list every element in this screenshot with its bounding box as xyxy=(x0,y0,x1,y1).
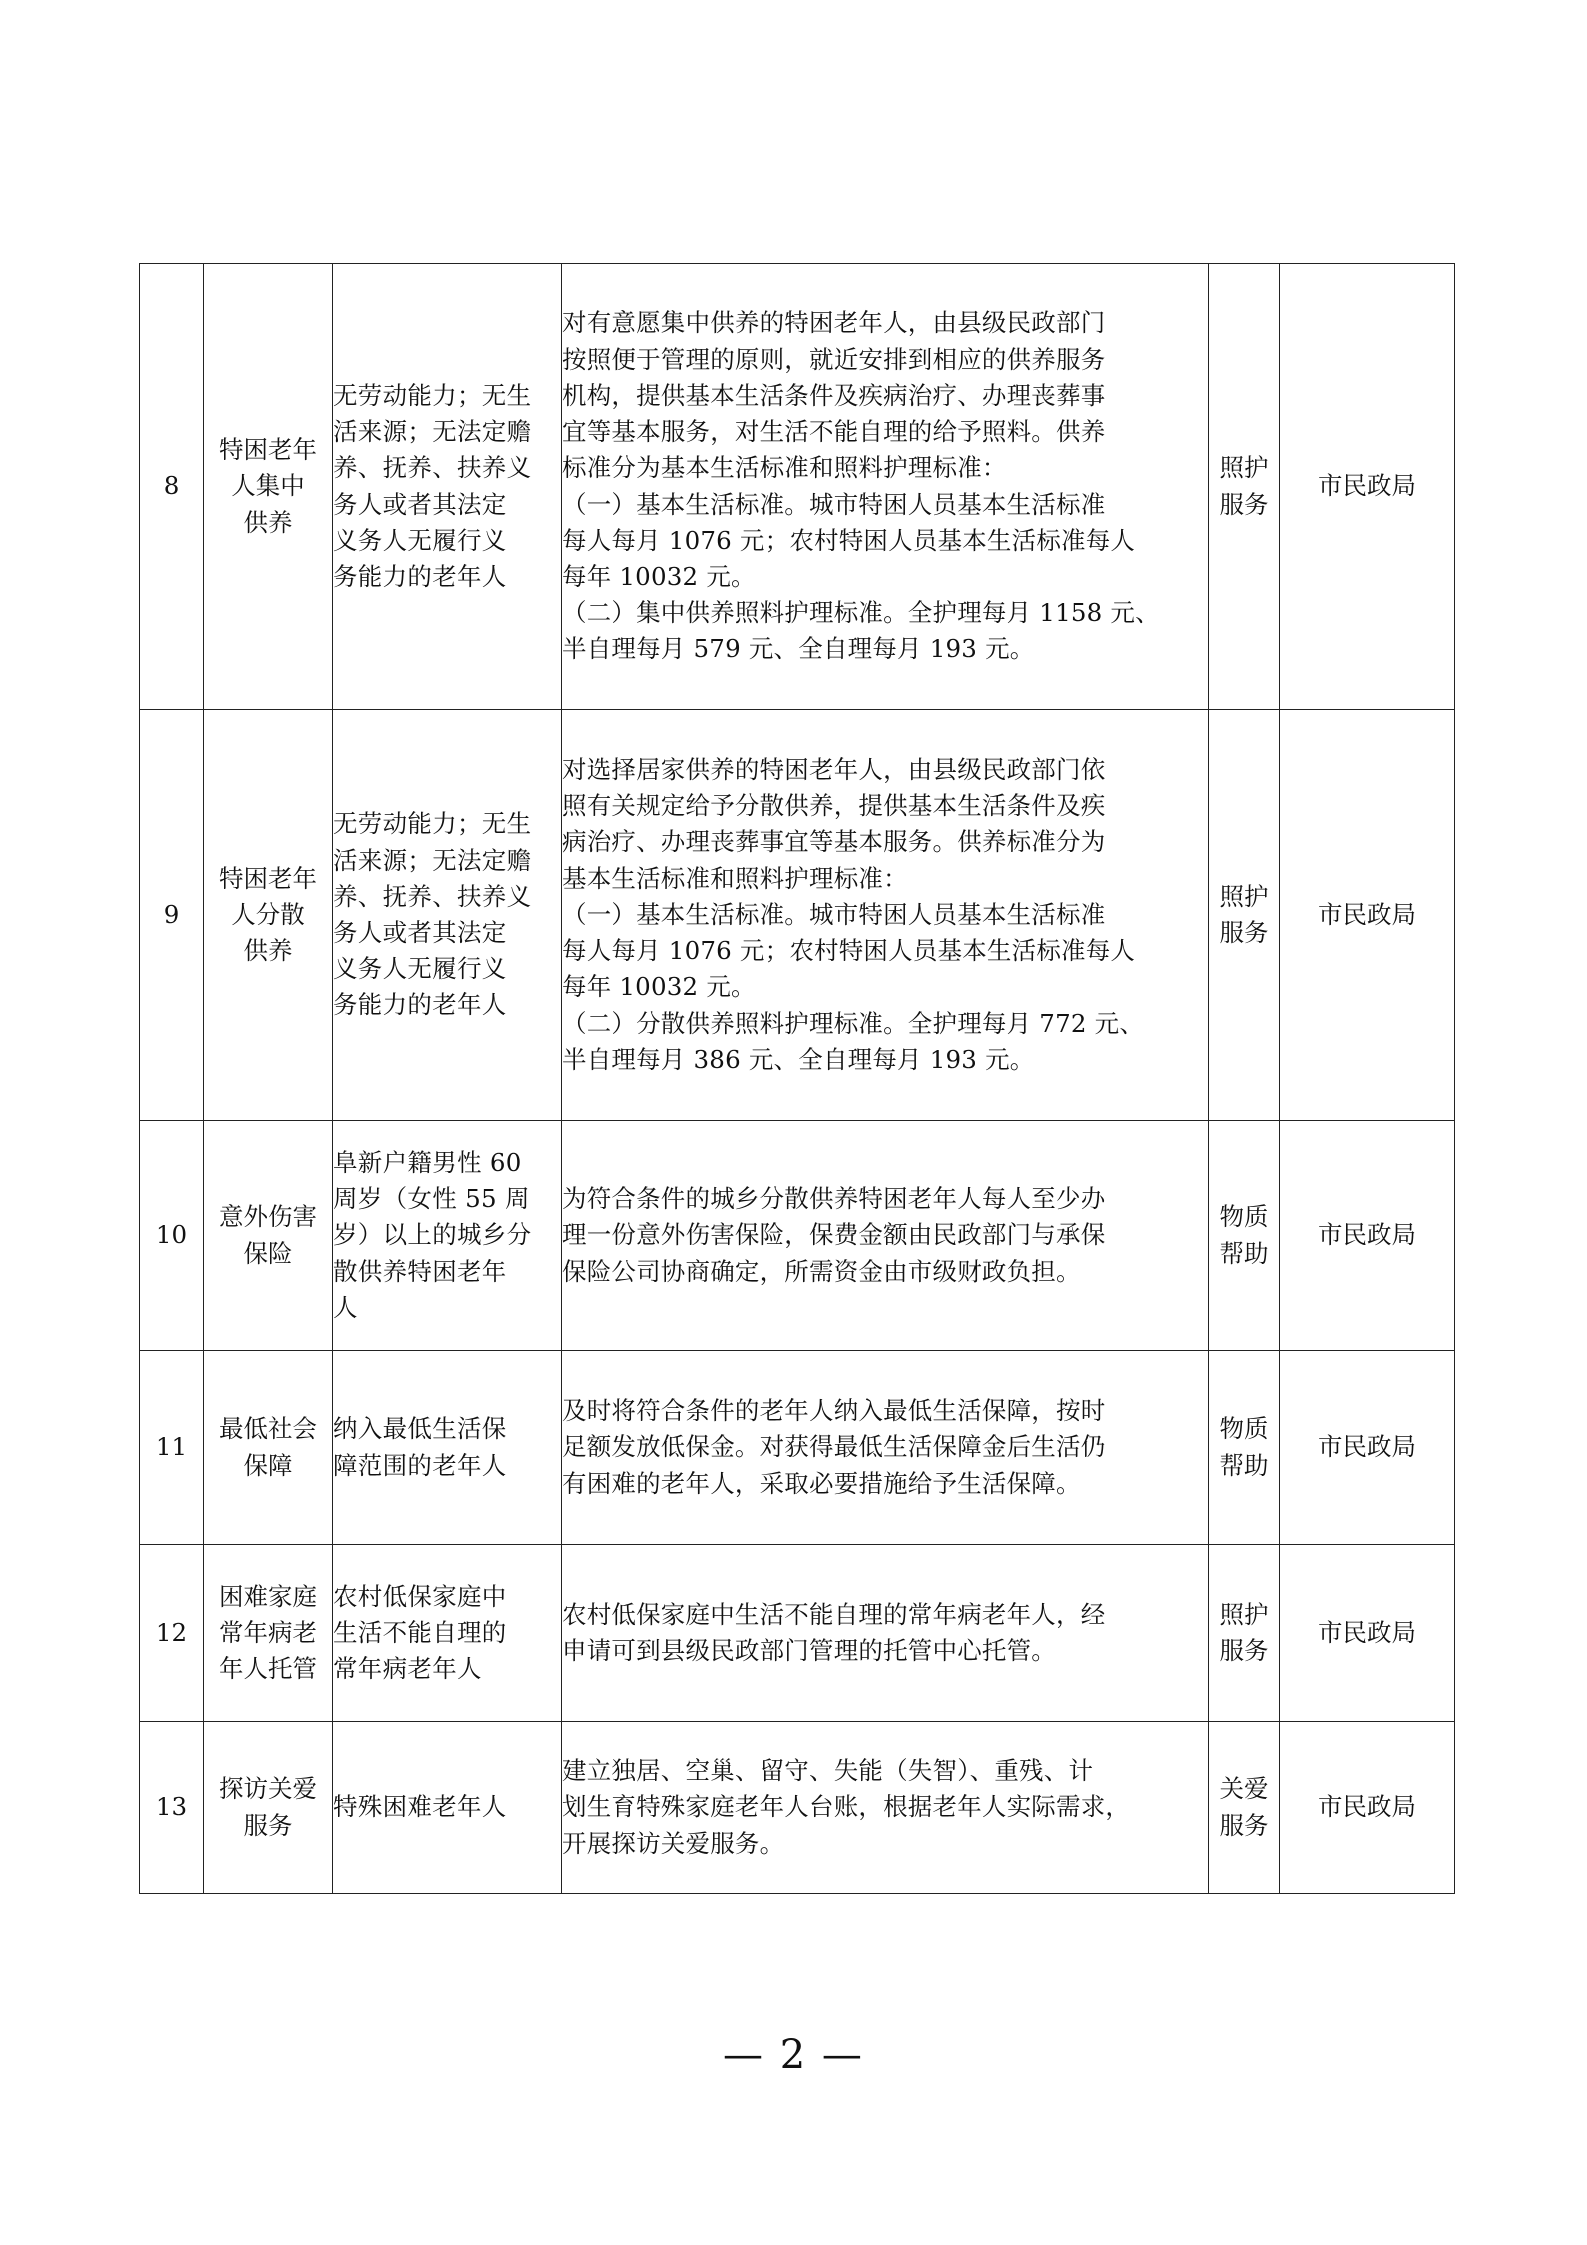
item-name-cell xyxy=(204,710,333,1121)
content-line: 保险公司协商确定，所需资金由市级财政负担。 xyxy=(562,1256,1081,1286)
content-line: （二）分散供养照料护理标准。全护理每月 772 元、 xyxy=(562,1008,1145,1038)
page-number: — 2 — xyxy=(723,2032,864,2078)
content-line: 每人每月 1076 元；农村特困人员基本生活标准每人 xyxy=(562,936,1136,966)
target-line: 生活不能自理的 xyxy=(333,1617,507,1647)
target-line: 阜新户籍男性 60 xyxy=(333,1147,522,1177)
department-cell: 市民政局 xyxy=(1280,1121,1455,1351)
target-line: 务人或者其法定 xyxy=(333,918,507,947)
target-line: 养、抚养、扶养义 xyxy=(333,453,532,483)
item-name-line: 保险 xyxy=(243,1238,293,1268)
item-name-line: 特困老年 xyxy=(219,863,317,893)
table-row xyxy=(140,264,1455,710)
target-group-cell xyxy=(333,1351,562,1545)
service-type-line: 关爱 xyxy=(1219,1774,1269,1804)
content-line: 每年 10032 元。 xyxy=(562,561,756,591)
target-line: 务能力的老年人 xyxy=(333,561,507,591)
row-number: 13 xyxy=(140,1722,204,1894)
row-number: 11 xyxy=(140,1351,204,1545)
content-line: 机构，提供基本生活条件及疾病治疗、办理丧葬事 xyxy=(562,380,1106,410)
target-line: 岁）以上的城乡分 xyxy=(333,1220,532,1250)
target-line: 活来源；无法定赡 xyxy=(333,417,532,447)
department-cell: 市民政局 xyxy=(1280,1351,1455,1545)
item-name-line: 供养 xyxy=(243,507,293,537)
target-group-cell xyxy=(333,1121,562,1351)
item-name-line: 特困老年 xyxy=(219,435,317,465)
department-cell: 市民政局 xyxy=(1280,264,1455,710)
service-type-line: 服务 xyxy=(1219,1810,1269,1840)
item-name-cell xyxy=(204,1351,333,1545)
target-line: 活来源；无法定赡 xyxy=(333,845,532,875)
service-type-cell xyxy=(1209,264,1280,710)
service-type-line: 物质 xyxy=(1219,1414,1269,1444)
content-line: 标准分为基本生活标准和照料护理标准： xyxy=(562,453,1007,483)
content-cell xyxy=(562,1722,1209,1894)
content-line: 有困难的老年人，采取必要措施给予生活保障。 xyxy=(562,1468,1081,1498)
item-name-line: 困难家庭 xyxy=(219,1581,317,1611)
table-row xyxy=(140,1351,1455,1545)
item-name-cell xyxy=(204,264,333,710)
content-line: 及时将符合条件的老年人纳入最低生活保障，按时 xyxy=(562,1396,1106,1426)
content-line: 农村低保家庭中生活不能自理的常年病老年人，经 xyxy=(562,1599,1106,1629)
service-type-line: 照护 xyxy=(1219,1599,1269,1629)
target-line: 义务人无履行义 xyxy=(333,954,507,984)
item-name-line: 人集中 xyxy=(231,471,305,501)
content-line: 理一份意外伤害保险，保费金额由民政部门与承保 xyxy=(562,1220,1106,1250)
department-cell: 市民政局 xyxy=(1280,710,1455,1121)
service-type-cell xyxy=(1209,1121,1280,1351)
item-name-line: 年人托管 xyxy=(219,1654,317,1684)
target-line: 周岁（女性 55 周 xyxy=(333,1184,530,1214)
content-line: （二）集中供养照料护理标准。全护理每月 1158 元、 xyxy=(562,598,1160,628)
target-line: 务人或者其法定 xyxy=(333,489,507,519)
service-type-line: 服务 xyxy=(1219,489,1269,519)
item-name-cell xyxy=(204,1545,333,1722)
service-type-cell xyxy=(1209,1722,1280,1894)
item-name-line: 保障 xyxy=(243,1450,293,1480)
item-name-line: 供养 xyxy=(243,936,293,966)
table-row xyxy=(140,710,1455,1121)
policy-table xyxy=(139,263,1455,1894)
content-cell xyxy=(562,1121,1209,1351)
target-line: 义务人无履行义 xyxy=(333,525,507,555)
content-line: 按照便于管理的原则，就近安排到相应的供养服务 xyxy=(562,344,1106,374)
content-line: 宜等基本服务，对生活不能自理的给予照料。供养 xyxy=(562,417,1106,447)
item-name-cell xyxy=(204,1722,333,1894)
content-cell xyxy=(562,264,1209,710)
target-line: 养、抚养、扶养义 xyxy=(333,881,532,911)
service-type-line: 帮助 xyxy=(1219,1450,1269,1480)
item-name-cell xyxy=(204,1121,333,1351)
item-name-line: 常年病老 xyxy=(219,1617,317,1647)
target-line: 障范围的老年人 xyxy=(333,1450,507,1480)
content-line: 半自理每月 579 元、全自理每月 193 元。 xyxy=(562,634,1035,664)
target-group-cell xyxy=(333,264,562,710)
content-line: （一）基本生活标准。城市特困人员基本生活标准 xyxy=(562,489,1106,519)
content-line: 基本生活标准和照料护理标准： xyxy=(562,863,908,893)
target-line: 特殊困难老年人 xyxy=(333,1792,507,1822)
target-line: 人 xyxy=(333,1292,358,1322)
target-line: 散供养特困老年 xyxy=(333,1256,507,1286)
service-type-cell xyxy=(1209,1351,1280,1545)
table-row xyxy=(140,1545,1455,1722)
target-line: 农村低保家庭中 xyxy=(333,1581,507,1611)
service-type-line: 服务 xyxy=(1219,918,1269,947)
table-row xyxy=(140,1121,1455,1351)
service-type-line: 帮助 xyxy=(1219,1238,1269,1268)
item-name-line: 人分散 xyxy=(231,899,305,929)
content-line: 对选择居家供养的特困老年人，由县级民政部门依 xyxy=(562,755,1106,785)
content-line: 建立独居、空巢、留守、失能（失智）、重残、计 xyxy=(562,1756,1094,1786)
department-cell: 市民政局 xyxy=(1280,1545,1455,1722)
content-line: 开展探访关爱服务。 xyxy=(562,1828,785,1858)
target-group-cell xyxy=(333,1722,562,1894)
target-line: 纳入最低生活保 xyxy=(333,1414,507,1444)
target-line: 无劳动能力；无生 xyxy=(333,380,532,410)
target-line: 常年病老年人 xyxy=(333,1654,482,1684)
content-line: 足额发放低保金。对获得最低生活保障金后生活仍 xyxy=(562,1432,1106,1462)
row-number: 12 xyxy=(140,1545,204,1722)
content-line: 每人每月 1076 元；农村特困人员基本生活标准每人 xyxy=(562,525,1136,555)
content-line: 对有意愿集中供养的特困老年人，由县级民政部门 xyxy=(562,308,1106,338)
item-name-line: 探访关爱 xyxy=(219,1774,317,1804)
department-cell: 市民政局 xyxy=(1280,1722,1455,1894)
content-line: 申请可到县级民政部门管理的托管中心托管。 xyxy=(562,1636,1056,1665)
service-type-cell xyxy=(1209,1545,1280,1722)
service-type-cell xyxy=(1209,710,1280,1121)
content-line: 照有关规定给予分散供养，提供基本生活条件及疾 xyxy=(562,791,1106,821)
target-line: 无劳动能力；无生 xyxy=(333,809,532,839)
content-line: 为符合条件的城乡分散供养特困老年人每人至少办 xyxy=(562,1184,1106,1214)
item-name-line: 服务 xyxy=(243,1810,293,1840)
service-type-line: 照护 xyxy=(1219,453,1269,483)
content-cell xyxy=(562,710,1209,1121)
item-name-line: 意外伤害 xyxy=(219,1202,317,1232)
content-line: 病治疗、办理丧葬事宜等基本服务。供养标准分为 xyxy=(562,827,1106,857)
row-number: 9 xyxy=(140,710,204,1121)
content-cell xyxy=(562,1351,1209,1545)
service-type-line: 服务 xyxy=(1219,1636,1269,1665)
row-number: 8 xyxy=(140,264,204,710)
row-number: 10 xyxy=(140,1121,204,1351)
content-line: 每年 10032 元。 xyxy=(562,972,756,1002)
table-row xyxy=(140,1722,1455,1894)
content-cell xyxy=(562,1545,1209,1722)
content-line: 半自理每月 386 元、全自理每月 193 元。 xyxy=(562,1044,1035,1074)
service-type-line: 物质 xyxy=(1219,1202,1269,1232)
content-line: （一）基本生活标准。城市特困人员基本生活标准 xyxy=(562,899,1106,929)
content-line: 划生育特殊家庭老年人台账，根据老年人实际需求， xyxy=(562,1792,1131,1822)
target-group-cell xyxy=(333,710,562,1121)
service-type-line: 照护 xyxy=(1219,881,1269,911)
target-line: 务能力的老年人 xyxy=(333,990,507,1020)
target-group-cell xyxy=(333,1545,562,1722)
item-name-line: 最低社会 xyxy=(219,1414,317,1444)
